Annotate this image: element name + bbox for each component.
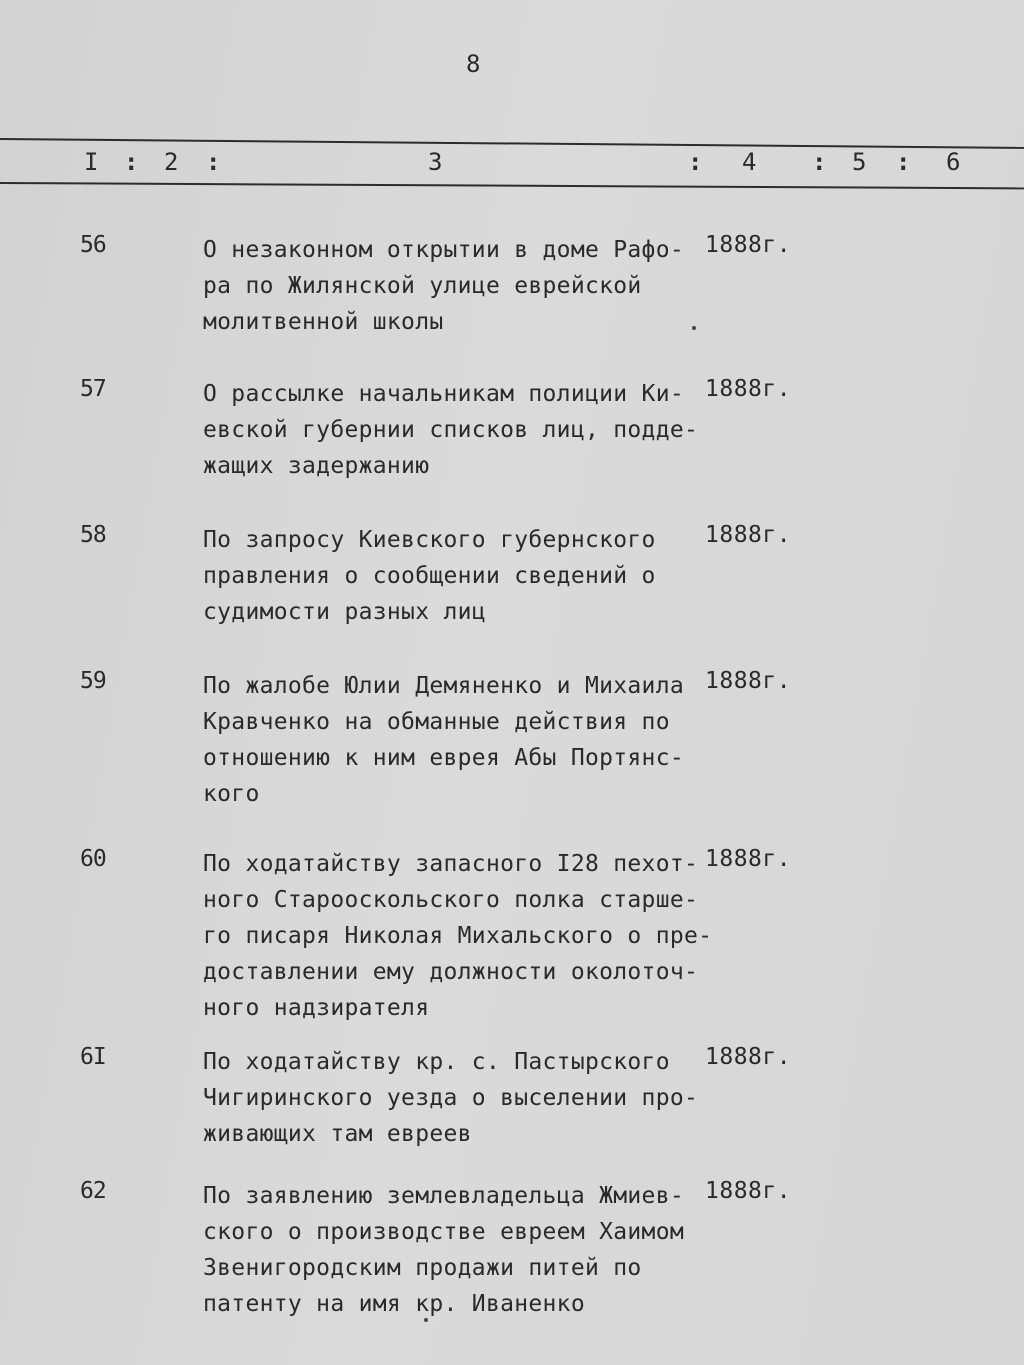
page-number: 8 xyxy=(466,50,481,78)
stray-mark xyxy=(424,1318,428,1322)
description-line: евской губернии списков лиц, подде- xyxy=(203,417,699,443)
entry-number: 57 xyxy=(80,376,106,402)
description-line: ного надзирателя xyxy=(203,995,430,1021)
entry-year: 1888г. xyxy=(705,232,792,258)
entry-number: 6I xyxy=(80,1044,106,1070)
entry-description xyxy=(203,376,703,484)
entry-year: 1888г. xyxy=(705,522,792,548)
header-bottom-rule xyxy=(0,182,1024,189)
description-line: правления о сообщении сведений о xyxy=(203,563,656,589)
description-line: патенту на имя кр. Иваненко xyxy=(203,1291,585,1317)
entry-description xyxy=(203,846,713,1026)
entry-description xyxy=(203,668,703,812)
description-line: Звенигородским продажи питей по xyxy=(203,1255,642,1281)
entry-year: 1888г. xyxy=(705,376,792,402)
column-header-2: 2 xyxy=(164,148,179,176)
description-line: го писаря Николая Михальского о пре- xyxy=(203,923,713,949)
description-line: Кравченко на обманные действия по xyxy=(203,709,670,735)
description-line: По жалобе Юлии Демяненко и Михаила xyxy=(203,673,685,699)
column-header-6: 6 xyxy=(946,148,961,176)
entry-number: 56 xyxy=(80,232,106,258)
column-separator: : xyxy=(124,148,139,176)
description-line: По ходатайству запасного I28 пехот- xyxy=(203,851,699,877)
stray-mark xyxy=(692,326,696,330)
description-line: ского о производстве евреем Хаимом xyxy=(203,1219,685,1245)
column-separator: : xyxy=(206,148,221,176)
description-line: судимости разных лиц xyxy=(203,599,486,625)
column-header-4: 4 xyxy=(742,148,757,176)
column-header-5: 5 xyxy=(852,148,867,176)
column-separator: : xyxy=(688,148,703,176)
entry-year: 1888г. xyxy=(705,668,792,694)
entry-year: 1888г. xyxy=(705,1044,792,1070)
description-line: доставлении ему должности околоточ- xyxy=(203,959,699,985)
entry-description xyxy=(203,1178,703,1322)
column-separator: : xyxy=(812,148,827,176)
description-line: отношению к ним еврея Абы Портянс- xyxy=(203,745,685,771)
description-line: молитвенной школы xyxy=(203,309,444,335)
description-line: ра по Жилянской улице еврейской xyxy=(203,273,642,299)
entry-description xyxy=(203,1044,703,1152)
entry-number: 59 xyxy=(80,668,106,694)
entry-number: 58 xyxy=(80,522,106,548)
description-line: По ходатайству кр. с. Пастырского xyxy=(203,1049,670,1075)
entry-description xyxy=(203,232,703,340)
description-line: живающих там евреев xyxy=(203,1121,472,1147)
description-line: Чигиринского уезда о выселении про- xyxy=(203,1085,699,1111)
header-top-rule xyxy=(0,138,1024,149)
column-separator: : xyxy=(896,148,911,176)
entry-number: 62 xyxy=(80,1178,106,1204)
column-header-1: I xyxy=(84,148,99,176)
description-line: О незаконном открытии в доме Рафо- xyxy=(203,237,685,263)
description-line: По запросу Киевского губернского xyxy=(203,527,656,553)
entry-description xyxy=(203,522,703,630)
entry-year: 1888г. xyxy=(705,1178,792,1204)
description-line: жащих задержанию xyxy=(203,453,430,479)
column-header-3: 3 xyxy=(428,148,443,176)
description-line: По заявлению землевладельца Жмиев- xyxy=(203,1183,685,1209)
entry-number: 60 xyxy=(80,846,106,872)
entry-year: 1888г. xyxy=(705,846,792,872)
description-line: О рассылке начальникам полиции Ки- xyxy=(203,381,685,407)
description-line: кого xyxy=(203,781,260,807)
description-line: ного Старооскольского полка старше- xyxy=(203,887,699,913)
